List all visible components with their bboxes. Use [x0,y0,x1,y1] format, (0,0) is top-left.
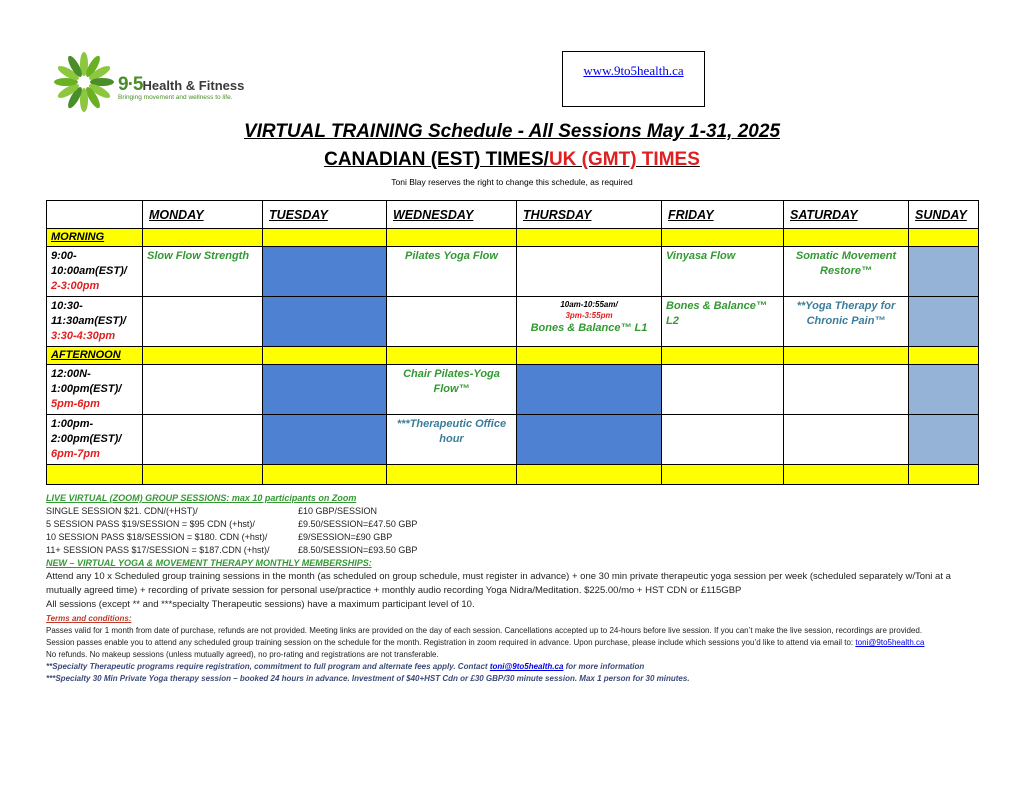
class-yoga-therapy-chronic-pain: **Yoga Therapy for Chronic Pain™ [784,297,909,347]
empty-cell [143,415,263,465]
membership-heading: NEW – VIRTUAL YOGA & MOVEMENT THERAPY MONTHLY MEMBERSHIPS: [46,558,372,568]
unavailable-cell [909,247,979,297]
logo-brand [118,74,244,96]
time-est: 12:00N-1:00pm(EST)/ [51,368,122,395]
logo-brand-number: 9·5 [118,74,143,95]
time-row [47,247,979,297]
class-bones-balance-l1-cell [517,297,662,347]
class-pilates-yoga-flow: Pilates Yoga Flow [387,247,517,297]
day-header: SUNDAY [909,201,979,229]
price-gbp: £10 GBP/SESSION [298,506,378,516]
price-cdn: 10 SESSION PASS $18/SESSION = $180. CDN (+hst)/ [46,532,268,542]
specialty-note-1-b: for more information [563,662,645,671]
terms-text-2-body: Session passes enable you to attend any scheduled group training session on the schedule for the month. Registration in zoom required in advance. Upon purchase, please include which sessions you’d like to attend via email to: [46,638,856,647]
empty-cell [143,365,263,415]
price-cdn: 5 SESSION PASS $19/SESSION = $95 CDN (+hst)/ [46,519,255,529]
time-row [47,297,979,347]
class-bones-balance-l2: Bones & Balance™ L2 [662,297,784,347]
time-cell [47,365,143,415]
day-header: THURSDAY [517,201,662,229]
time-cell [47,415,143,465]
time-uk: 3:30-4:30pm [51,330,116,342]
unavailable-cell [263,297,387,347]
empty-cell [662,415,784,465]
specialty-note-2: ***Specialty 30 Min Private Yoga therapy session – booked 24 hours in advance. Investment of $40+HST Cdn or £30 GBP/30 minute session. Max 1 person for 30 minutes. [46,674,690,683]
time-uk: 5pm-6pm [51,398,100,410]
unavailable-cell [909,365,979,415]
price-row [46,505,986,518]
website-box [562,51,705,107]
specialty-note-1-a: **Specialty Therapeutic programs require registration, commitment to full program and alternate fees apply. Contact [46,662,490,671]
unavailable-cell [263,365,387,415]
class-time-est: 10am-10:55am/ [560,300,618,309]
price-row [46,544,986,557]
day-header: MONDAY [143,201,263,229]
leaf-burst-icon [52,50,116,114]
price-row [46,531,986,544]
price-cdn: 11+ SESSION PASS $17/SESSION = $187.CDN (+hst)/ [46,545,270,555]
email-link[interactable]: toni@9to5health.ca [489,662,564,671]
time-est: 1:00pm-2:00pm(EST)/ [51,418,122,445]
unavailable-cell [517,415,662,465]
footer-yellow-row [47,465,979,485]
terms-text: Passes valid for 1 month from date of purchase, refunds are not provided. Meeting links are provided on the day of each session. Cancellations accepted up to 24-hours before live session. If you can’t make the live session, recordings are provided. [46,626,923,635]
empty-cell [517,247,662,297]
morning-section-row [47,229,979,247]
unavailable-cell [909,297,979,347]
price-gbp: £9.50/SESSION=£47.50 GBP [298,519,418,529]
terms-heading: Terms and conditions: [46,614,132,623]
time-est: 10:30-11:30am(EST)/ [51,300,126,327]
membership-text: Attend any 10 x Scheduled group training sessions in the month (as scheduled on group schedule, must register in advance) + one 30 min private therapeutic yoga session per week (scheduled separately w/Toni at a mutually agreed time) + recording of private session for personal use/practice + monthly audio recording Yoga Nidra/Meditation. $225.00/mo + HST CDN or £115GBP [46,571,951,596]
terms-text-2 [46,637,986,649]
unavailable-cell [263,415,387,465]
class-somatic-movement: Somatic Movement Restore™ [784,247,909,297]
time-cell [47,297,143,347]
time-cell [47,247,143,297]
class-therapeutic-office-hour: ***Therapeutic Office hour [387,415,517,465]
terms-text-3: No refunds. No makeup sessions (unless mutually agreed), no pro-rating and registrations are not transferable. [46,650,439,659]
price-gbp: £8.50/SESSION=£93.50 GBP [298,545,418,555]
logo-tagline: Bringing movement and wellness to life. [118,94,233,101]
subtitle-uk: UK (GMT) TIMES [548,149,700,170]
afternoon-label: AFTERNOON [47,347,143,365]
pricing-info [46,492,986,685]
live-sessions-heading: LIVE VIRTUAL (ZOOM) GROUP SESSIONS: max 10 participants on Zoom [46,493,357,503]
specialty-note-1 [46,661,986,673]
logo-brand-name: Health & Fitness [142,78,245,93]
max-participants-text: All sessions (except ** and ***specialty Therapeutic sessions) have a maximum participant level of 10. [46,599,475,610]
price-gbp: £9/SESSION=£90 GBP [298,532,393,542]
unavailable-cell [517,365,662,415]
corner-cell [47,201,143,229]
empty-cell [143,297,263,347]
afternoon-section-row [47,347,979,365]
time-uk: 6pm-7pm [51,448,100,460]
class-vinyasa-flow: Vinyasa Flow [662,247,784,297]
day-header: SATURDAY [784,201,909,229]
schedule-table [46,200,979,485]
unavailable-cell [263,247,387,297]
day-header: WEDNESDAY [387,201,517,229]
subtitle-canadian: CANADIAN (EST) TIMES/ [324,149,549,170]
page-title: VIRTUAL TRAINING Schedule - All Sessions May 1-31, 2025 [243,121,781,142]
unavailable-cell [909,415,979,465]
time-row [47,415,979,465]
class-slow-flow-strength: Slow Flow Strength [143,247,263,297]
time-est: 9:00-10:00am(EST)/ [51,250,127,277]
empty-cell [387,297,517,347]
empty-cell [784,415,909,465]
page-subtitle [0,149,1024,171]
empty-cell [784,365,909,415]
day-header: TUESDAY [263,201,387,229]
time-row [47,365,979,415]
class-chair-pilates-yoga: Chair Pilates-Yoga Flow™ [387,365,517,415]
price-row [46,518,986,531]
empty-cell [662,365,784,415]
price-cdn: SINGLE SESSION $21. CDN/(+HST)/ [46,506,198,516]
website-link[interactable]: www.9to5health.ca [583,63,684,78]
class-time-uk: 3pm-3:55pm [565,311,613,320]
class-bones-balance-l1: Bones & Balance™ L1 [530,322,648,334]
email-link[interactable]: toni@9to5health.ca [855,638,925,647]
day-header: FRIDAY [662,201,784,229]
time-uk: 2-3:00pm [51,280,100,292]
morning-label: MORNING [47,229,143,247]
schedule-note: Toni Blay reserves the right to change this schedule, as required [391,177,633,187]
day-header-row [47,201,979,229]
brand-logo [52,50,282,114]
